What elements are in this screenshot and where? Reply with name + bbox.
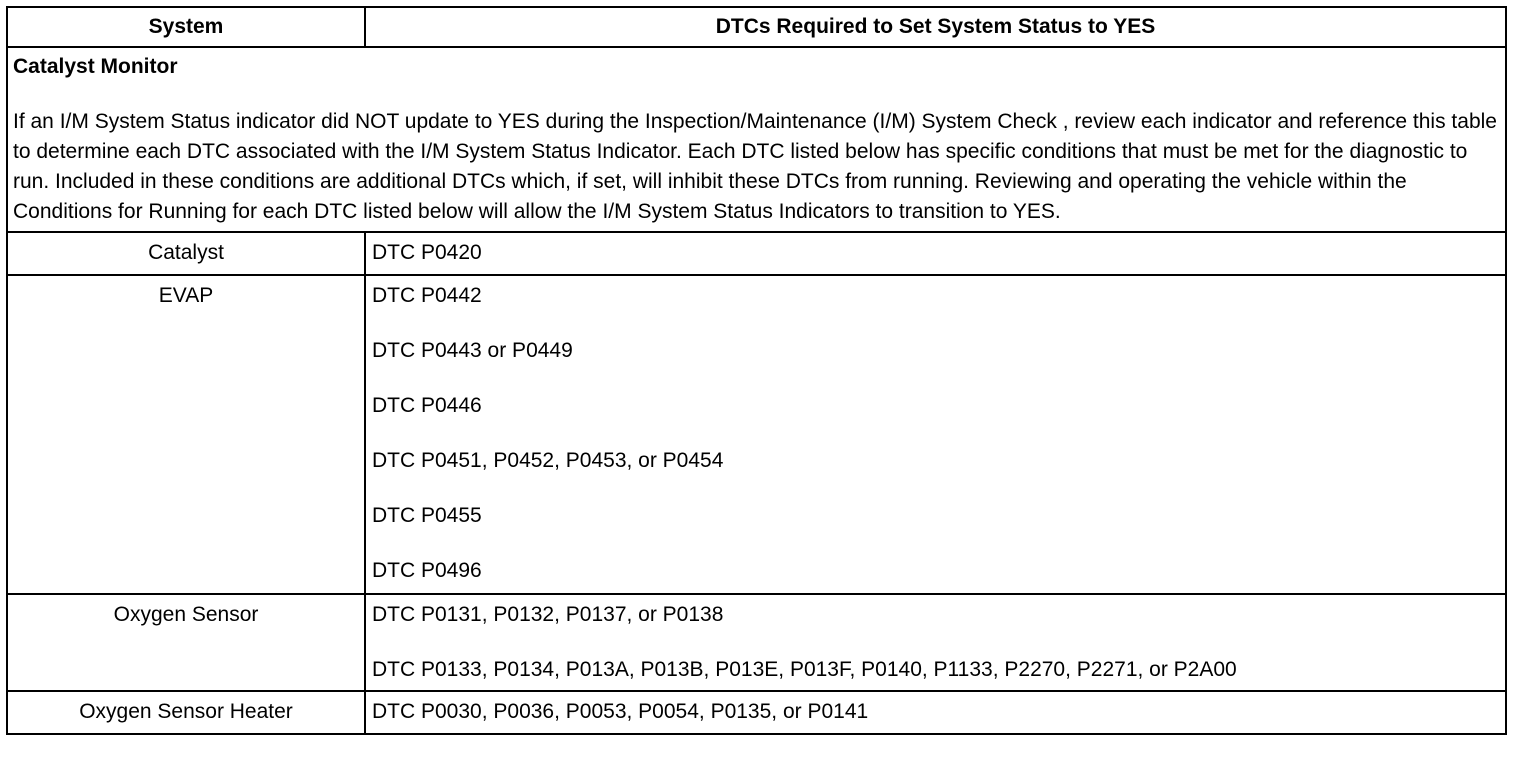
dtc-entry: DTC P0446 xyxy=(372,394,482,417)
system-cell-catalyst: Catalyst xyxy=(7,232,365,275)
table-row xyxy=(7,594,1506,691)
table-header-row xyxy=(7,7,1506,47)
dtc-system-status-table xyxy=(6,6,1507,735)
intro-row xyxy=(7,47,1506,232)
dtc-entry: DTC P0451, P0452, P0453, or P0454 xyxy=(372,449,724,472)
dtc-cell-catalyst xyxy=(365,232,1506,275)
dtc-entry: DTC P0455 xyxy=(372,504,482,527)
section-title: Catalyst Monitor xyxy=(13,55,178,78)
system-cell-evap: EVAP xyxy=(7,275,365,594)
dtc-entry: DTC P0030, P0036, P0053, P0054, P0135, or P0141 xyxy=(372,700,869,723)
dtc-cell-oxygen-sensor-heater xyxy=(365,691,1506,734)
intro-cell xyxy=(7,47,1506,232)
system-cell-oxygen-sensor-heater: Oxygen Sensor Heater xyxy=(7,691,365,734)
table-row xyxy=(7,275,1506,594)
intro-paragraph: If an I/M System Status indicator did NOT update to YES during the Inspection/Maintenance (I/M) System Check , review each indicator and reference this table to determine each DTC associated with the I/M System Status Indicator. Each DTC listed below has specific conditions that must be met for the diagnostic to run. Included in these conditions are additional DTCs which, if set, will inhibit these DTCs from running. Reviewing and operating the vehicle within the Conditions for Running for each DTC listed below will allow the I/M System Status Indicators to transition to YES. xyxy=(13,110,1497,223)
dtc-entry: DTC P0496 xyxy=(372,559,482,582)
header-dtcs: DTCs Required to Set System Status to YES xyxy=(365,7,1506,47)
dtc-cell-oxygen-sensor xyxy=(365,594,1506,691)
table-row xyxy=(7,232,1506,275)
dtc-cell-evap xyxy=(365,275,1506,594)
system-cell-oxygen-sensor: Oxygen Sensor xyxy=(7,594,365,691)
dtc-entry: DTC P0443 or P0449 xyxy=(372,339,573,362)
dtc-entry: DTC P0131, P0132, P0137, or P0138 xyxy=(372,603,724,626)
dtc-entry: DTC P0133, P0134, P013A, P013B, P013E, P013F, P0140, P1133, P2270, P2271, or P2A00 xyxy=(372,658,1237,681)
dtc-entry: DTC P0420 xyxy=(372,241,482,264)
table-row xyxy=(7,691,1506,734)
dtc-entry: DTC P0442 xyxy=(372,284,482,307)
header-system: System xyxy=(7,7,365,47)
